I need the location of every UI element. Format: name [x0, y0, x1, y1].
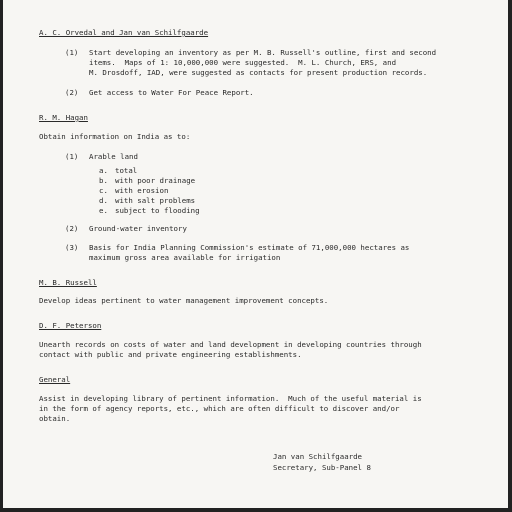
section-heading-general: General — [39, 375, 71, 384]
item-line: M. Drosdoff, IAD, were suggested as contacts for present production records. — [89, 68, 428, 77]
item-text: Ground-water inventory — [89, 224, 187, 233]
item-number: (2) — [65, 224, 79, 233]
subitem-letter: c. — [99, 186, 108, 195]
subitem — [99, 206, 200, 216]
section-intro: Obtain information on India as to: — [39, 132, 191, 141]
body-line: obtain. — [39, 414, 71, 423]
item-line: items. Maps of 1: 10,000,000 were suggested. M. L. Church, ERS, and — [89, 58, 397, 67]
item-number: (3) — [65, 243, 79, 252]
subitem — [99, 176, 195, 186]
item-line: Basis for India Planning Commission's estimate of 71,000,000 hectares as — [89, 243, 410, 252]
item-line: Start developing an inventory as per M. B. Russell's outline, first and second — [89, 48, 437, 57]
section-body: Develop ideas pertinent to water management improvement concepts. — [39, 296, 329, 305]
subitem-text: with erosion — [115, 186, 169, 195]
item-number: (1) — [65, 152, 79, 161]
subitem-letter: d. — [99, 196, 108, 205]
subitem — [99, 166, 137, 176]
subitem-letter: e. — [99, 206, 108, 215]
signature-title: Secretary, Sub-Panel 8 — [273, 463, 371, 472]
body-line: Unearth records on costs of water and land development in developing countries through — [39, 340, 422, 349]
section-body — [39, 340, 469, 360]
body-line: contact with public and private engineering establishments. — [39, 350, 302, 359]
subitem — [99, 196, 195, 206]
section-heading-orvedal: A. C. Orvedal and Jan van Schilfgaarde — [39, 28, 209, 37]
body-line: in the form of agency reports, etc., which are often difficult to discover and/or — [39, 404, 400, 413]
section-heading-russell: M. B. Russell — [39, 278, 97, 287]
section-heading-hagan: R. M. Hagan — [39, 113, 88, 122]
subitem-text: subject to flooding — [115, 206, 200, 215]
section-body — [39, 394, 469, 424]
section-heading-peterson: D. F. Peterson — [39, 321, 102, 330]
subitem-letter: b. — [99, 176, 108, 185]
signature-name: Jan van Schilfgaarde — [273, 452, 362, 461]
item-text — [89, 48, 479, 78]
subitem-text: total — [115, 166, 138, 175]
item-number: (2) — [65, 88, 79, 97]
item-text: Get access to Water For Peace Report. — [89, 88, 254, 97]
subitem-text: with salt problems — [115, 196, 196, 205]
item-line: maximum gross area available for irrigation — [89, 253, 281, 262]
subitem-text: with poor drainage — [115, 176, 196, 185]
item-text: Arable land — [89, 152, 138, 161]
subitem — [99, 186, 168, 196]
page-bottom-border — [3, 508, 508, 512]
body-line: Assist in developing library of pertinent information. Much of the useful material is — [39, 394, 422, 403]
item-text — [89, 243, 479, 263]
item-number: (1) — [65, 48, 79, 57]
subitem-letter: a. — [99, 166, 108, 175]
